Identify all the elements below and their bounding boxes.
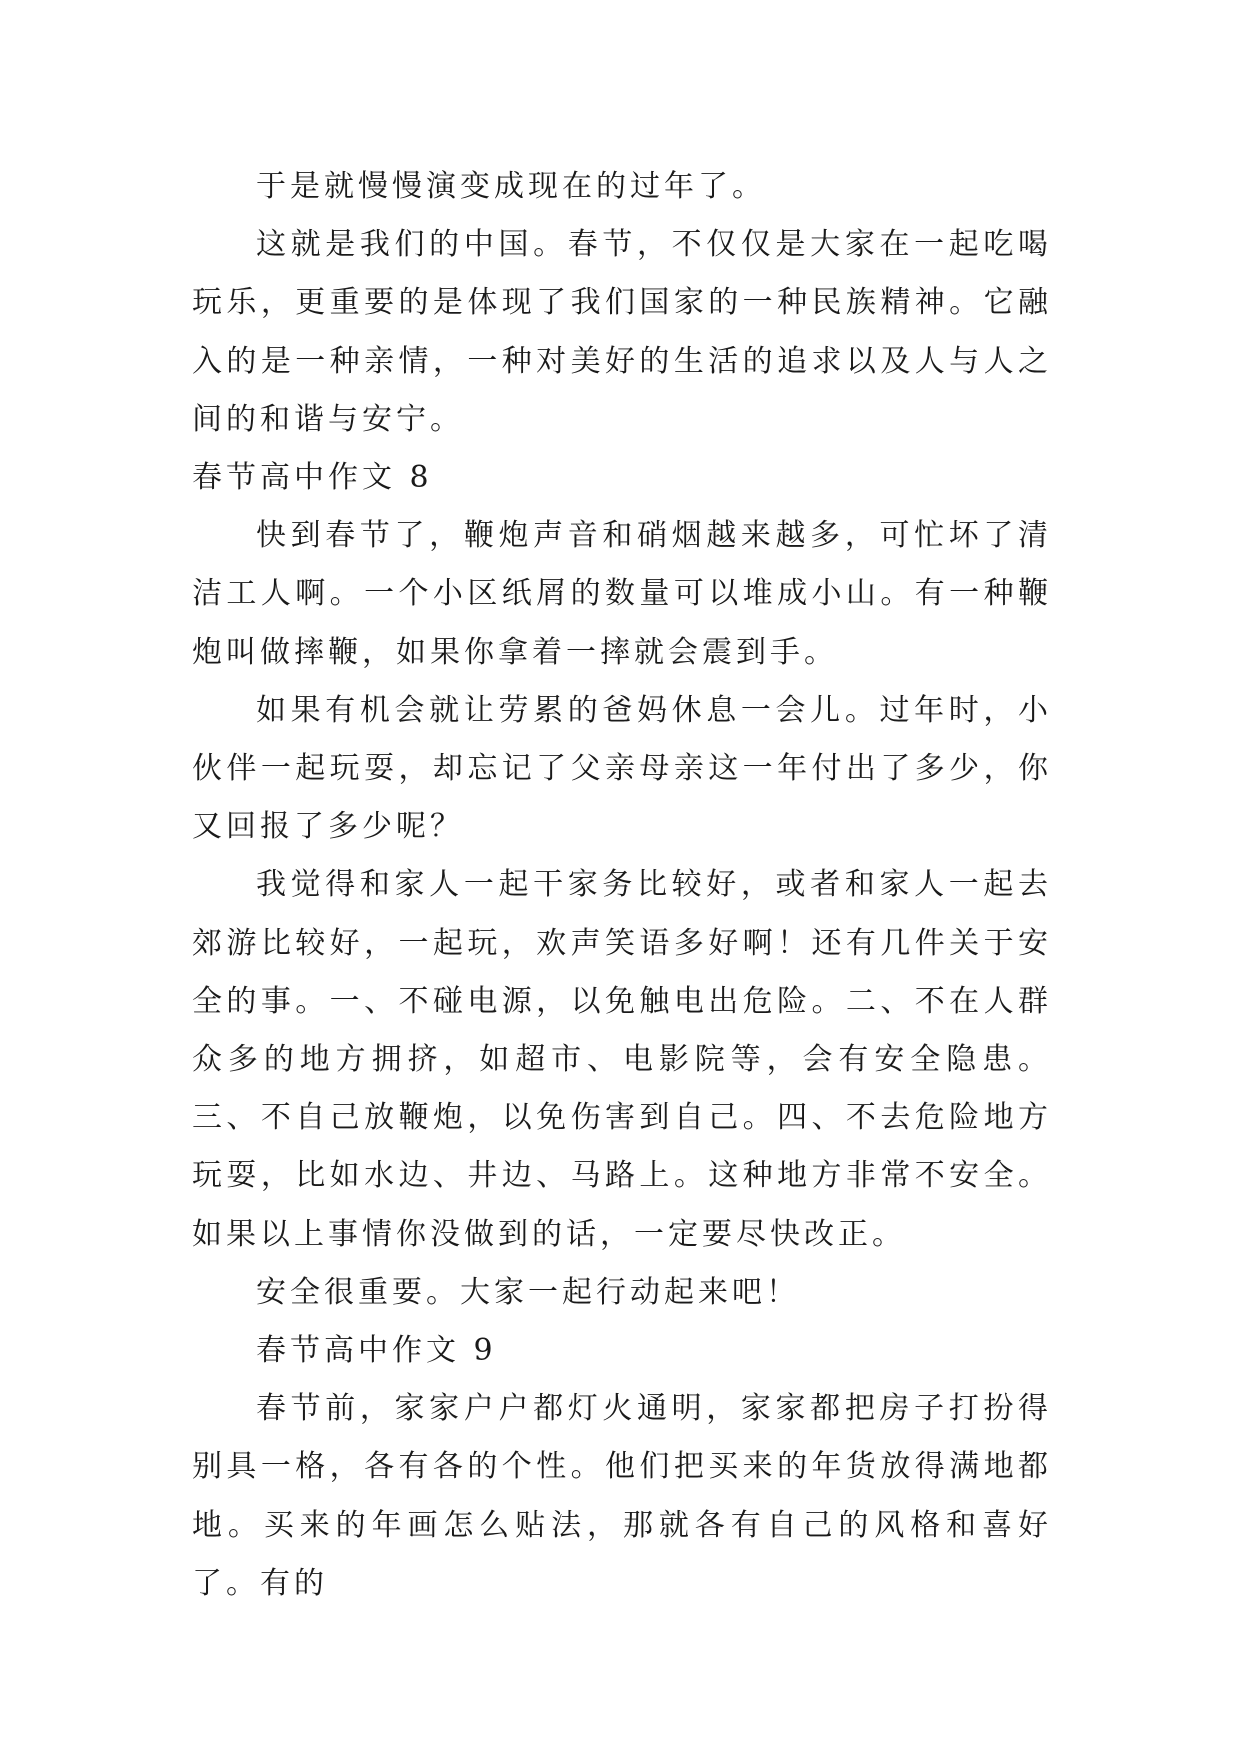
paragraph: 快到春节了，鞭炮声音和硝烟越来越多，可忙坏了清洁工人啊。一个小区纸屑的数量可以堆成小山。有一种鞭炮叫做摔鞭，如果你拿着一摔就会震到手。: [192, 518, 1052, 670]
section-heading: 春节高中作文 9: [256, 1333, 497, 1369]
paragraph: 春节前，家家户户都灯火通明，家家都把房子打扮得别具一格，各有各的个性。他们把买来的年货放得满地都地。买来的年画怎么贴法，那就各有自己的风格和喜好了。有的: [192, 1391, 1052, 1601]
paragraph: 我觉得和家人一起干家务比较好，或者和家人一起去郊游比较好，一起玩，欢声笑语多好啊！还有几件关于安全的事。一、不碰电源，以免触电出危险。二、不在人群众多的地方拥挤，如超市、电影院等，会有安全隐患。三、不自己放鞭炮，以免伤害到自己。四、不去危险地方玩耍，比如水边、井边、马路上。这种地方非常不安全。如果以上事情你没做到的话，一定要尽快改正。: [192, 867, 1052, 1252]
document-body: [192, 158, 1052, 1613]
paragraph: 如果有机会就让劳累的爸妈休息一会儿。过年时，小伙伴一起玩耍，却忘记了父亲母亲这一年付出了多少，你又回报了多少呢？: [192, 692, 1052, 845]
paragraph: 于是就慢慢演变成现在的过年了。: [256, 169, 766, 204]
section-heading: 春节高中作文 8: [192, 460, 433, 496]
paragraph: 安全很重要。大家一起行动起来吧！: [256, 1274, 800, 1310]
paragraph: 这就是我们的中国。春节，不仅仅是大家在一起吃喝玩乐，更重要的是体现了我们国家的一种民族精神。它融入的是一种亲情，一种对美好的生活的追求以及人与人之间的和谐与安宁。: [192, 227, 1052, 437]
